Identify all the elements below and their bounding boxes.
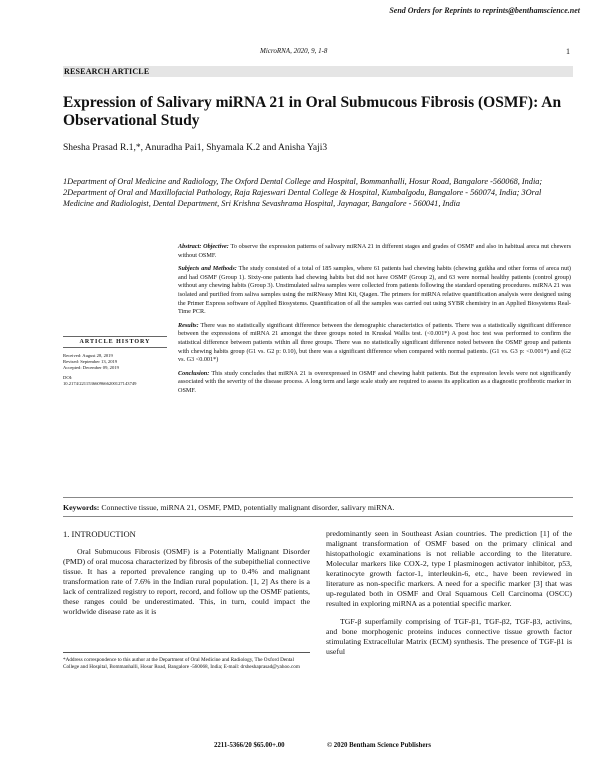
article-title: Expression of Salivary miRNA 21 in Oral Submucous Fibrosis (OSMF): An Observational Study <box>63 94 562 129</box>
footnote-rule <box>63 652 310 653</box>
copyright: © 2020 Bentham Science Publishers <box>327 742 432 749</box>
journal-citation: MicroRNA, 2020, 9, 1-8 <box>260 47 328 55</box>
keywords-bottom-rule <box>63 516 573 517</box>
objective-text: To observe the expression patterns of salivary miRNA 21 in different stages and grades of OSMF and also in habitual areca nut chewers without OSMF. <box>178 243 571 259</box>
intro-paragraph-3: TGF-β superfamily comprising of TGF-β1, TGF-β2, TGF-β3, activins, and bone morphogenic proteins induces connective tissue growth factor stimulating Extracellular Matrix (ECM) synthesis. The presence of TGF-β1 is useful <box>326 617 572 656</box>
intro-paragraph-1: Oral Submucous Fibrosis (OSMF) is a Potentially Malignant Disorder (PMD) of oral mucosa characterized by fibrosis of the subepithelial connective tissue. It has a reported prevalence ranging up to 0.4% and malignant transformation rate of 7.6% in the Indian rural population. [1, 2] As there is a lack of centralized registry to report, record, and follow up the OSMF patients, these ranges could be underestimated. This, in turn, could impact the worldwide disease rate as it is <box>63 547 310 616</box>
doi-label: DOI: <box>63 375 73 381</box>
revised-date: Revised: September 13, 2019 <box>63 358 118 364</box>
keywords-label: Keywords: <box>63 503 100 512</box>
introduction-heading: 1. INTRODUCTION <box>63 529 136 539</box>
methods-label: Subjects and Methods: <box>178 265 237 273</box>
results-text: There was no statistically significant difference between the demographic characteristics of patients. There was a statistically significant difference between the expressions of miRNA 21 amongst the three groups noted in Kruskal Wallis test. (<0.001*) A post hoc test was performed to confirm the statistical difference between patients within all three groups. There was no statistically significant difference noted between the OSMF group and patients with chewing habits group (G1 vs. G2 p: 0.10), but there was a significant difference when compared with normal patients. (G1 vs. G3 p: <0.001*) and (G2 vs. G3 <0.001*) <box>178 321 571 364</box>
abstract-objective <box>178 243 571 260</box>
results-label: Results: <box>178 321 199 329</box>
doi-link[interactable]: 10.2174/2211536609666200127143749 <box>63 381 137 387</box>
page-number: 1 <box>566 47 570 56</box>
body-column-left <box>63 547 310 617</box>
intro-paragraph-2: predominantly seen in Southeast Asian countries. The prediction [1] of the malignant transformation of OSMF based on the primary clinical and histopathologic examinations is not reliable according to the literature. Molecular markers like COX-2, type I plasminogen activator inhibitor, p53, keratinocyte growth factor-1, interleukin-6, etc., have been reviewed in literature as non-specific markers. A need for a specific marker [3] that was up-regulated both in OSMF and Oral Squamous Cell Carcinoma (OSCC) resulted in exploring miRNA as a potential specific marker. <box>326 529 572 608</box>
issn-price: 2211-5366/20 $65.00+.00 <box>214 742 285 749</box>
keywords <box>63 503 395 512</box>
article-history-title: ARTICLE HISTORY <box>63 336 167 348</box>
conclusion-label: Conclusion: <box>178 369 210 377</box>
abstract-conclusion <box>178 370 571 396</box>
abstract-methods <box>178 265 571 317</box>
keywords-text: Connective tissue, miRNA 21, OSMF, PMD, potentially malignant disorder, salivary miRNA. <box>99 503 395 512</box>
affiliations: 1Department of Oral Medicine and Radiology, The Oxford Dental College and Hospital, Bommanhalli, Hosur Road, Bangalore -560068, India; 2Department of Oral and Maxillofacial Pathology, Raja Rajeswari Dental College & Hospital, Kumbalgodu, Bangalore - 560074, India; 3Oral Medicine and Radiologist, Dental Department, Sri Krishna Sevashrama Hospital, Jaynagar, Bangalore - 560041, India <box>63 177 543 208</box>
keywords-top-rule <box>63 497 573 498</box>
abstract-results <box>178 322 571 365</box>
objective-label: Abstract: Objective: <box>178 243 229 250</box>
abstract <box>178 243 571 401</box>
methods-text: The study consisted of a total of 185 samples, where 61 patients had chewing habits (chewing gutkha and other forms of areca nut) and had OSMF (Group 1). Sixty-one patients had chewing habits but did not have OSMF (Group 2), and 63 were normal healthy patients (control group) without any chewing habits (Group 3). Unstimulated saliva samples were collected from patients following the standard operating procedures. miRNA 21 was isolated and purified from saliva samples using the miRNeasy Mini Kit, Qiagen. The primers for miRNA relative quantification analysis were designed using the Primer Express software of Applied Biosystems. Quantification of all the samples was carried out using SYBR chemistry in an Applied Biosystems Real-Time PCR. <box>178 265 571 316</box>
body-column-right <box>326 529 572 657</box>
section-label: RESEARCH ARTICLE <box>64 67 150 76</box>
received-date: Received: August 28, 2019 <box>63 353 113 358</box>
reprints-notice: Send Orders for Reprints to reprints@benthamscience.net <box>389 6 580 15</box>
accepted-date: Accepted: December 09, 2019 <box>63 364 119 370</box>
author-list: Shesha Prasad R.1,*, Anuradha Pai1, Shyamala K.2 and Anisha Yaji3 <box>63 143 328 153</box>
article-history-box <box>63 336 167 387</box>
correspondence-footnote: *Address correspondence to this author at the Department of Oral Medicine and Radiology, The Oxford Dental College and Hospital, Bommanhalli, Hosur Road, Bangalore -560068, India; E-mail: drsheshaprasad@yahoo.com <box>63 657 300 670</box>
conclusion-text: This study concludes that miRNA 21 is overexpressed in OSMF and chewing habit patients. But the expression levels were not significantly associated with the severity of the disease process. A long term and large scale study are required to assess its application as a diagnostic profibrotic marker in OSMF. <box>178 369 571 394</box>
